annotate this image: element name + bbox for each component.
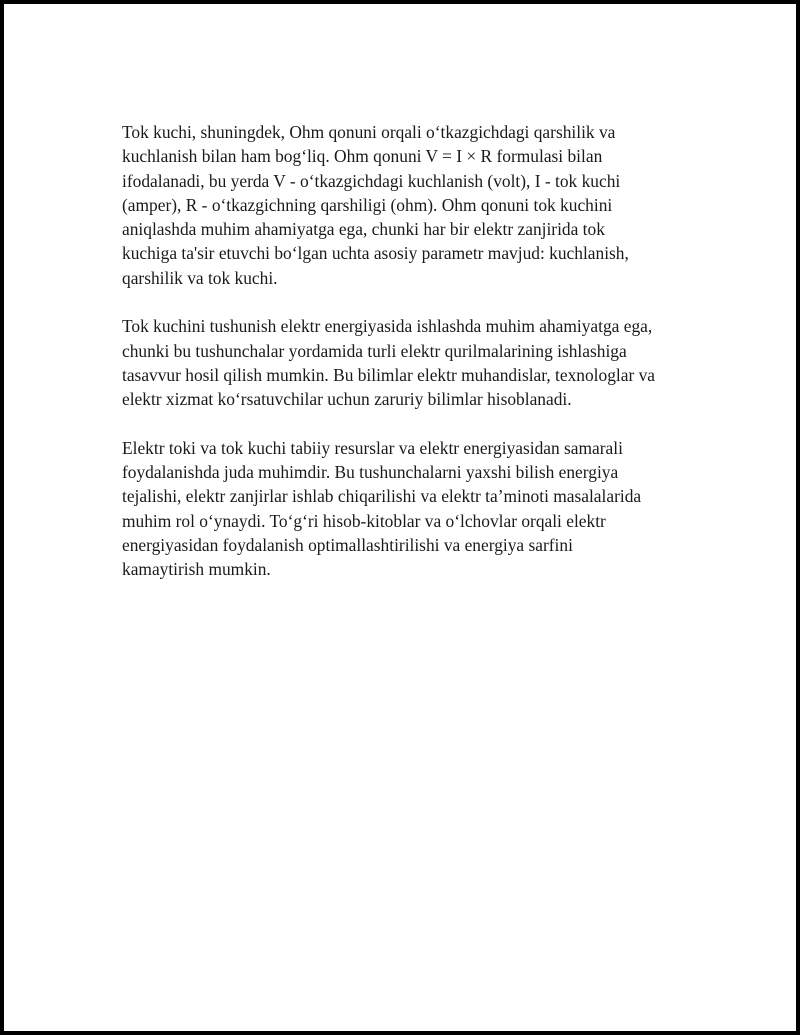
text-line: elektr xizmat ko‘rsatuvchilar uchun zaruriy bilimlar hisoblanadi.	[122, 389, 572, 410]
document-body	[122, 120, 702, 606]
text-line: ifodalanadi, bu yerda V - o‘tkazgichdagi kuchlanish (volt), I - tok kuchi	[122, 170, 621, 191]
text-line: kuchiga ta'sir etuvchi bo‘lgan uchta asosiy parametr mavjud: kuchlanish,	[122, 243, 629, 264]
text-line: energiyasidan foydalanish optimallashtirilishi va energiya sarfini	[122, 535, 573, 556]
paragraph-ohm-law	[122, 120, 702, 290]
paragraph-understanding	[122, 314, 702, 411]
paragraph-resources	[122, 436, 702, 582]
text-line: aniqlashda muhim ahamiyatga ega, chunki har bir elektr zanjirida tok	[122, 219, 605, 240]
text-line: qarshilik va tok kuchi.	[122, 267, 278, 288]
text-line: Tok kuchini tushunish elektr energiyasida ishlashda muhim ahamiyatga ega,	[122, 316, 653, 337]
text-line: muhim rol o‘ynaydi. To‘g‘ri hisob-kitoblar va o‘lchovlar orqali elektr	[122, 510, 606, 531]
text-line: tasavvur hosil qilish mumkin. Bu bilimlar elektr muhandislar, texnologlar va	[122, 364, 656, 385]
text-line: tejalishi, elektr zanjirlar ishlab chiqarilishi va elektr ta’minoti masalalarida	[122, 486, 642, 507]
text-line: Tok kuchi, shuningdek, Ohm qonuni orqali o‘tkazgichdagi qarshilik va	[122, 122, 616, 142]
text-line: kamaytirish mumkin.	[122, 559, 271, 580]
text-line: Elektr toki va tok kuchi tabiiy resurslar va elektr energiyasidan samarali	[122, 437, 623, 458]
text-line: chunki bu tushunchalar yordamida turli elektr qurilmalarining ishlashiga	[122, 340, 627, 361]
text-line: (amper), R - o‘tkazgichning qarshiligi (ohm). Ohm qonuni tok kuchini	[122, 194, 613, 215]
text-line: kuchlanish bilan ham bog‘liq. Ohm qonuni V = I × R formulasi bilan	[122, 146, 603, 167]
text-line: foydalanishda juda muhimdir. Bu tushunchalarni yaxshi bilish energiya	[122, 462, 619, 483]
